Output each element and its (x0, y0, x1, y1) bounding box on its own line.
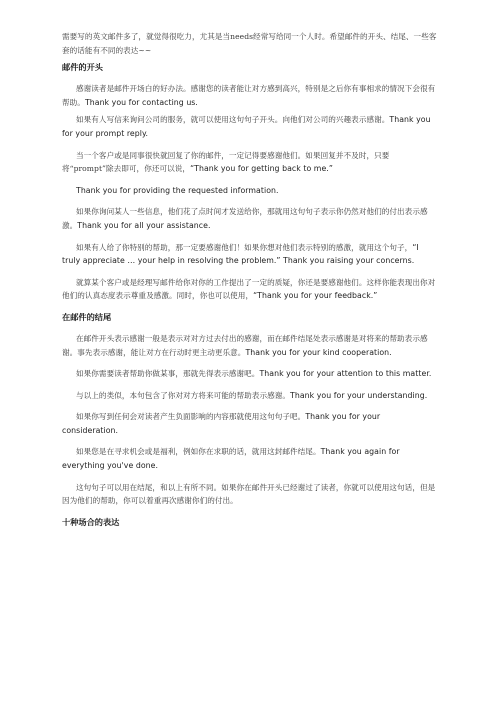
opening-paragraph-5 (62, 205, 438, 232)
opening-paragraph-3 (62, 149, 438, 176)
zh-text: 如果您是在寻求机会或是福利，例如你在求职的话，就用这封邮件结尾。 (76, 447, 321, 457)
section-heading-opening: 邮件的开头 (62, 62, 103, 73)
zh-text: 如果你询问某人一些信息，他们花了点时间才发送给你，那就用这句句子表示你仍然对他们的付出表示感激。 (62, 207, 428, 230)
opening-paragraph-1 (62, 82, 438, 109)
intro-paragraph: 需要写的英文邮件多了，就觉得很吃力，尤其是当needs经常写给同一个人时。希望邮件的开头、结尾、一些客套的话能有不同的表达~~ (62, 32, 437, 55)
zh-text: 如果有人给了你特别的帮助，那一定要感谢他们！如果你想对他们表示特别的感激，就用这个句子， (76, 242, 413, 252)
document-page (62, 30, 438, 537)
zh-text: 如果你写到任何会对读者产生负面影响的内容那就使用这句句子吧。 (76, 412, 306, 422)
zh-text: 如果你需要读者帮助你做某事，那就先得表示感谢吧。 (76, 369, 260, 379)
zh-text: 当一个客户或是同事很快就回复了你的邮件，一定记得要感谢他们。如果回复并不及时，只要将“prompt”除去即可，你还可以说， (62, 150, 390, 174)
zh-text: 与以上的类似，本句包含了你对对方将来可能的帮助表示感谢。 (76, 390, 291, 400)
closing-paragraph-5 (62, 445, 438, 472)
en-phrase: Thank you for providing the requested information. (76, 185, 279, 195)
closing-paragraph-6 (62, 481, 438, 508)
en-phrase: Thank you again for everything you've done. (62, 447, 400, 471)
closing-paragraph-4 (62, 410, 438, 437)
opening-paragraph-6 (62, 241, 438, 268)
zh-text: 感谢读者是邮件开场白的好办法。感谢您的读者能让对方感到高兴，特别是之后你有事相求的情况下会很有帮助。 (62, 84, 436, 107)
en-phrase: Thank you for your consideration. (62, 412, 381, 435)
en-phrase: “Thank you for getting back to me.” (190, 164, 333, 174)
en-phrase: Thank you for your understanding. (290, 390, 428, 400)
en-phrase: Thank you for your kind cooperation. (245, 347, 392, 357)
en-phrase: “I truly appreciate … your help in resolving the problem.” Thank you raising your concerns. (62, 242, 419, 266)
closing-paragraph-3 (62, 389, 438, 403)
zh-text: 如果有人写信来询问公司的服务，就可以使用这句句子开头。向他们对公司的兴趣表示感谢。 (76, 115, 390, 125)
en-phrase: “Thank you for your feedback.” (253, 291, 378, 301)
en-phrase: Thank you for all your assistance. (77, 220, 211, 230)
closing-paragraph-1 (62, 332, 438, 359)
zh-text: 这句句子可以用在结尾，和以上有所不同。如果你在邮件开头已经谢过了读者，你就可以使用这句话，但是因为他们的帮助，你可以着重再次感谢你们的付出。 (62, 482, 436, 506)
closing-paragraph-2 (62, 367, 438, 381)
en-phrase: Thank you for your prompt reply. (62, 115, 431, 138)
zh-text: 在邮件开头表示感谢一般是表示对对方过去付出的感谢，而在邮件结尾处表示感谢是对将来的帮助表示感谢。事先表示感谢，能让对方在行动时更主动更乐意。 (62, 333, 428, 357)
en-phrase: Thank you for your attention to this matter. (259, 369, 432, 379)
opening-paragraph-4 (62, 184, 438, 198)
opening-paragraph-7 (62, 276, 438, 303)
section-heading-ten-occasions: 十种场合的表达 (62, 516, 120, 527)
en-phrase: Thank you for contacting us. (84, 97, 198, 107)
section-heading-closing: 在邮件的结尾 (62, 311, 112, 322)
opening-paragraph-2 (62, 113, 438, 140)
zh-text: 就算某个客户或是经理写邮件给你对你的工作提出了一定的质疑，你还是要感谢他们。这样你能表现出你对他们的认真态度表示尊重及感激。同时，你也可以使用， (62, 277, 436, 301)
